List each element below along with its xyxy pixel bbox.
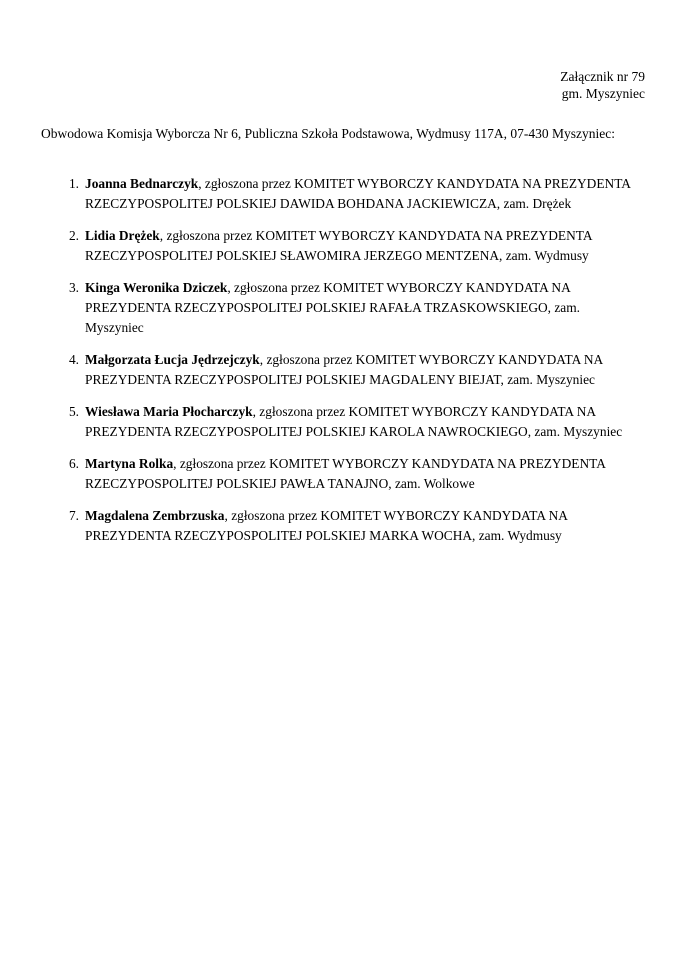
member-detail: , zgłoszona przez KOMITET WYBORCZY KANDYDATA NA PREZYDENTA RZECZYPOSPOLITEJ POLSKIEJ MAGDALENY BIEJAT, zam. Myszyniec bbox=[85, 352, 603, 387]
list-item-number: 3. bbox=[68, 280, 79, 295]
member-name: Magdalena Zembrzuska bbox=[85, 508, 225, 523]
municipality-label: gm. Myszyniec bbox=[561, 86, 645, 101]
list-item-number: 5. bbox=[68, 404, 79, 419]
list-item-number: 2. bbox=[68, 228, 79, 243]
member-list bbox=[41, 174, 641, 546]
list-item-number: 1. bbox=[68, 176, 79, 191]
member-detail: , zgłoszona przez KOMITET WYBORCZY KANDYDATA NA PREZYDENTA RZECZYPOSPOLITEJ POLSKIEJ PAWŁA TANAJNO, zam. Wolkowe bbox=[85, 456, 606, 491]
member-detail: , zgłoszona przez KOMITET WYBORCZY KANDYDATA NA PREZYDENTA RZECZYPOSPOLITEJ POLSKIEJ SŁAWOMIRA JERZEGO MENTZENA, zam. Wydmusy bbox=[85, 228, 592, 263]
list-item-number: 7. bbox=[68, 508, 79, 523]
member-name: Joanna Bednarczyk bbox=[85, 176, 199, 191]
list-item bbox=[41, 278, 641, 338]
member-detail: , zgłoszona przez KOMITET WYBORCZY KANDYDATA NA PREZYDENTA RZECZYPOSPOLITEJ POLSKIEJ MARKA WOCHA, zam. Wydmusy bbox=[85, 508, 568, 543]
commission-heading: Obwodowa Komisja Wyborcza Nr 6, Publiczna Szkoła Podstawowa, Wydmusy 117A, 07-430 Myszyniec: bbox=[41, 126, 616, 141]
member-detail: , zgłoszona przez KOMITET WYBORCZY KANDYDATA NA PREZYDENTA RZECZYPOSPOLITEJ POLSKIEJ RAFAŁA TRZASKOWSKIEGO, zam. Myszyniec bbox=[85, 280, 581, 335]
member-name: Kinga Weronika Dziczek bbox=[85, 280, 228, 295]
list-item bbox=[41, 402, 641, 442]
member-detail: , zgłoszona przez KOMITET WYBORCZY KANDYDATA NA PREZYDENTA RZECZYPOSPOLITEJ POLSKIEJ DAWIDA BOHDANA JACKIEWICZA, zam. Drężek bbox=[85, 176, 631, 211]
member-name: Martyna Rolka bbox=[85, 456, 174, 471]
member-name: Małgorzata Łucja Jędrzejczyk bbox=[85, 352, 260, 367]
list-item bbox=[41, 506, 641, 546]
list-item bbox=[41, 226, 641, 266]
member-detail: , zgłoszona przez KOMITET WYBORCZY KANDYDATA NA PREZYDENTA RZECZYPOSPOLITEJ POLSKIEJ KAROLA NAWROCKIEGO, zam. Myszyniec bbox=[85, 404, 623, 439]
list-item bbox=[41, 454, 641, 494]
member-name: Wiesława Maria Płocharczyk bbox=[85, 404, 253, 419]
appendix-label: Załącznik nr 79 bbox=[560, 69, 645, 84]
list-item bbox=[41, 350, 641, 390]
member-name: Lidia Drężek bbox=[85, 228, 160, 243]
list-item-number: 4. bbox=[68, 352, 79, 367]
list-item bbox=[41, 174, 641, 214]
list-item-number: 6. bbox=[68, 456, 79, 471]
document-header bbox=[560, 68, 645, 102]
